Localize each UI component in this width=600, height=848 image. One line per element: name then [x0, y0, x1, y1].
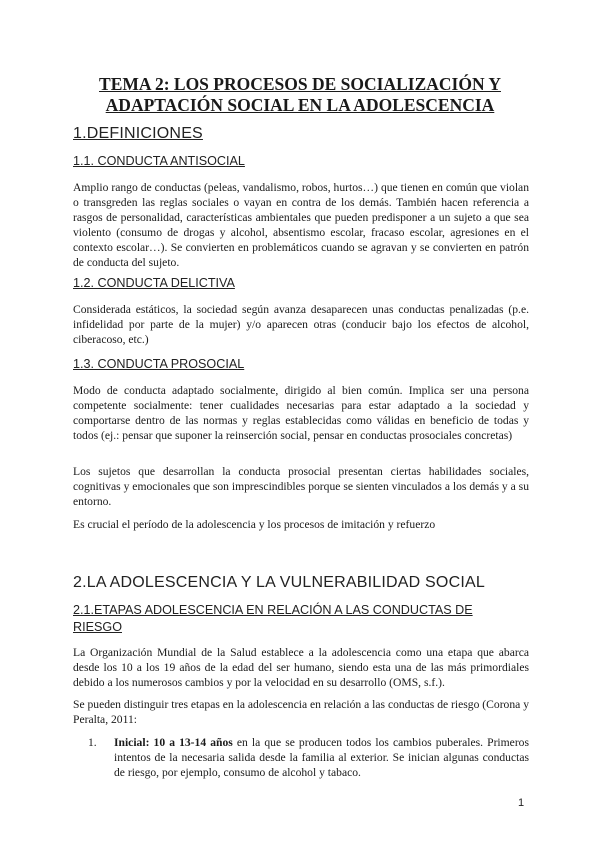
list-item — [88, 735, 529, 780]
subsection-heading-antisocial: 1.1. CONDUCTA ANTISOCIAL — [73, 154, 245, 168]
section-heading-definiciones: 1.DEFINICIONES — [73, 125, 203, 142]
subsection-heading-delictiva: 1.2. CONDUCTA DELICTIVA — [73, 276, 235, 290]
page-number: 1 — [518, 797, 525, 809]
page-title: TEMA 2: LOS PROCESOS DE SOCIALIZACIÓN Y ADAPTACIÓN SOCIAL EN LA ADOLESCENCIA — [99, 74, 501, 115]
list-item-number: 1. — [88, 736, 97, 749]
paragraph-prosocial-2: Los sujetos que desarrollan la conducta prosocial presentan ciertas habilidades sociales, cognitivas y emocionales que son imprescindibles porque se sienten vinculados a los demás y a su entorno. — [73, 465, 529, 508]
paragraph-prosocial-1: Modo de conducta adaptado socialmente, dirigido al bien común. Implica ser una persona competente socialmente: tener cualidades necesarias para estar adaptado a la sociedad y comportarse dentro de las normas y reglas establecidas como válidas en beneficio de todas y todos (ej.: pensar que suponer la reinserción social, pensar en conductas prosociales concretas) — [73, 384, 529, 442]
list-item-bold: Inicial: 10 a 13-14 años — [114, 736, 233, 749]
subsection-heading-etapas-line2: RIESGO — [73, 620, 122, 634]
paragraph-prosocial-3: Es crucial el período de la adolescencia y los procesos de imitación y refuerzo — [73, 518, 436, 531]
list-item-text: en la que se producen todos los cambios puberales. Primeros intentos de la necesaria salida desde la familia al exterior. Se inician algunas conductas de riesgo, por ejemplo, consumo de alcohol y tabaco. — [114, 736, 529, 779]
subsection-heading-etapas-line1: 2.1.ETAPAS ADOLESCENCIA EN RELACIÓN A LAS CONDUCTAS DE — [73, 603, 473, 617]
subsection-heading-prosocial: 1.3. CONDUCTA PROSOCIAL — [73, 357, 245, 371]
paragraph-tres-etapas: Se pueden distinguir tres etapas en la adolescencia en relación a las conductas de riesgo (Corona y Peralta, 2011: — [73, 698, 529, 726]
paragraph-delictiva: Considerada estáticos, la sociedad según avanza desaparecen unas conductas penalizadas (p.e. infidelidad por parte de la mujer) y/o aparecen otras (conducir bajo los efectos de alcohol, ciberacoso, etc.) — [73, 303, 529, 346]
section-heading-adolescencia: 2.LA ADOLESCENCIA Y LA VULNERABILIDAD SOCIAL — [73, 574, 485, 591]
list-item-body — [114, 735, 529, 780]
paragraph-antisocial: Amplio rango de conductas (peleas, vandalismo, robos, hurtos…) que tienen en común que violan o transgreden las reglas sociales o vayan en contra de los demás. También hacen referencia a rasgos de personalidad, características ambientales que pueden predisponer a un sujeto a que sea violento (consumo de drogas y alcohol, absentismo escolar, fracaso escolar, agresiones en el contexto escolar…). Se convierten en problemáticos cuando se agravan y se convierten en patrón de conducta del sujeto. — [73, 181, 529, 269]
paragraph-oms: La Organización Mundial de la Salud establece a la adolescencia como una etapa que abarca desde los 10 a los 19 años de la edad del ser humano, siendo esta una de las más primordiales debido a los numerosos cambios y por la velocidad en su desarrollo (OMS, s.f.). — [73, 646, 529, 689]
